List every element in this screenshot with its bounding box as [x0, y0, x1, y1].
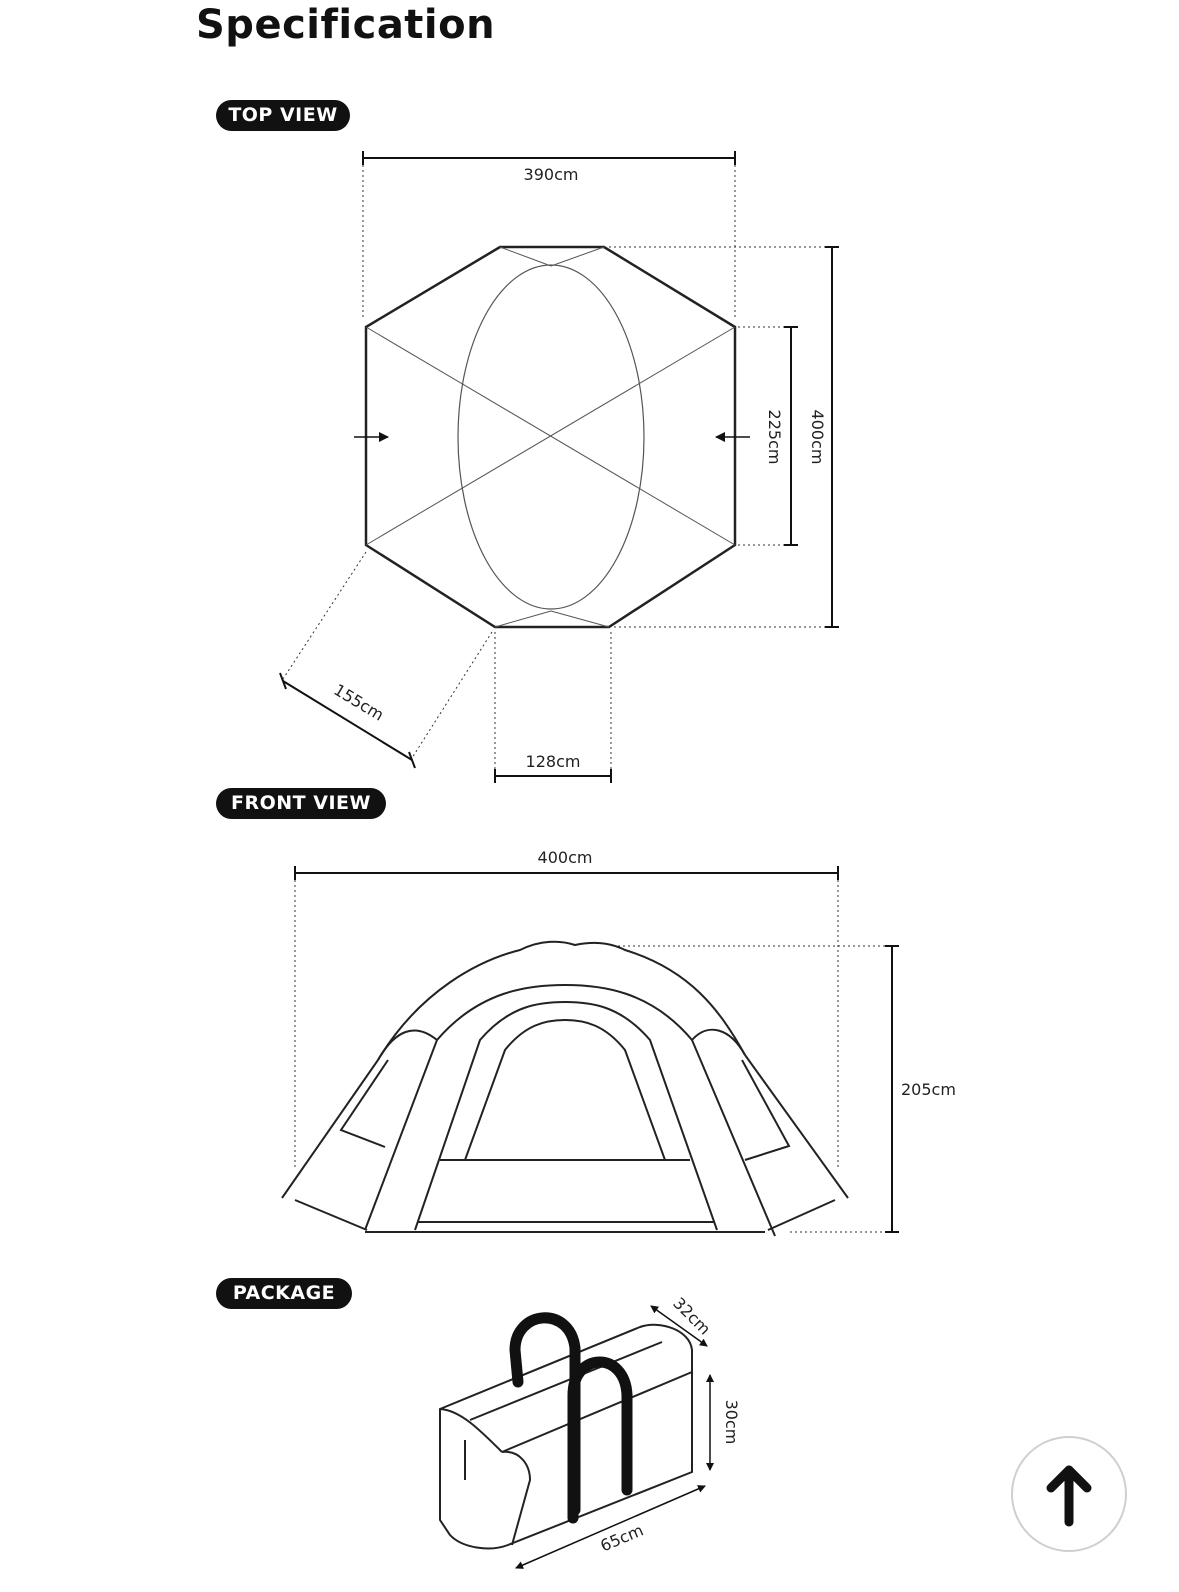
front-height-dimension	[885, 946, 899, 1232]
package-diagram	[440, 1294, 741, 1568]
top-depth-text: 400cm	[808, 409, 827, 465]
front-width-dimension	[295, 866, 838, 880]
package-height-text: 30cm	[722, 1399, 741, 1445]
vestibule-depth-text: 155cm	[330, 679, 388, 725]
front-width-text: 400cm	[537, 848, 593, 867]
package-label: PACKAGE	[216, 1278, 352, 1309]
package-bag	[440, 1325, 692, 1549]
front-tent-shape	[282, 942, 848, 1236]
front-view-label: FRONT VIEW	[216, 788, 386, 819]
top-view-label: TOP VIEW	[216, 100, 350, 131]
page-title: Specification	[196, 2, 496, 48]
top-inner-tent	[458, 265, 644, 609]
top-tent-outline	[366, 247, 735, 627]
top-view-diagram	[280, 151, 839, 783]
front-view-diagram	[282, 848, 956, 1236]
scroll-to-top-button[interactable]	[1011, 1436, 1127, 1552]
vestibule-width-dimension	[495, 769, 611, 783]
top-inner-dimension	[784, 327, 798, 545]
package-depth-text: 32cm	[669, 1293, 715, 1339]
top-inner-text: 225cm	[765, 409, 784, 465]
package-length-arrow-icon	[516, 1486, 705, 1568]
vestibule-width-text: 128cm	[525, 752, 581, 771]
front-height-text: 205cm	[901, 1080, 956, 1099]
package-handles	[515, 1318, 627, 1518]
top-width-dimension	[363, 151, 735, 165]
package-length-text: 65cm	[597, 1520, 647, 1556]
arrow-up-icon	[1013, 1438, 1125, 1550]
top-width-text: 390cm	[523, 165, 579, 184]
